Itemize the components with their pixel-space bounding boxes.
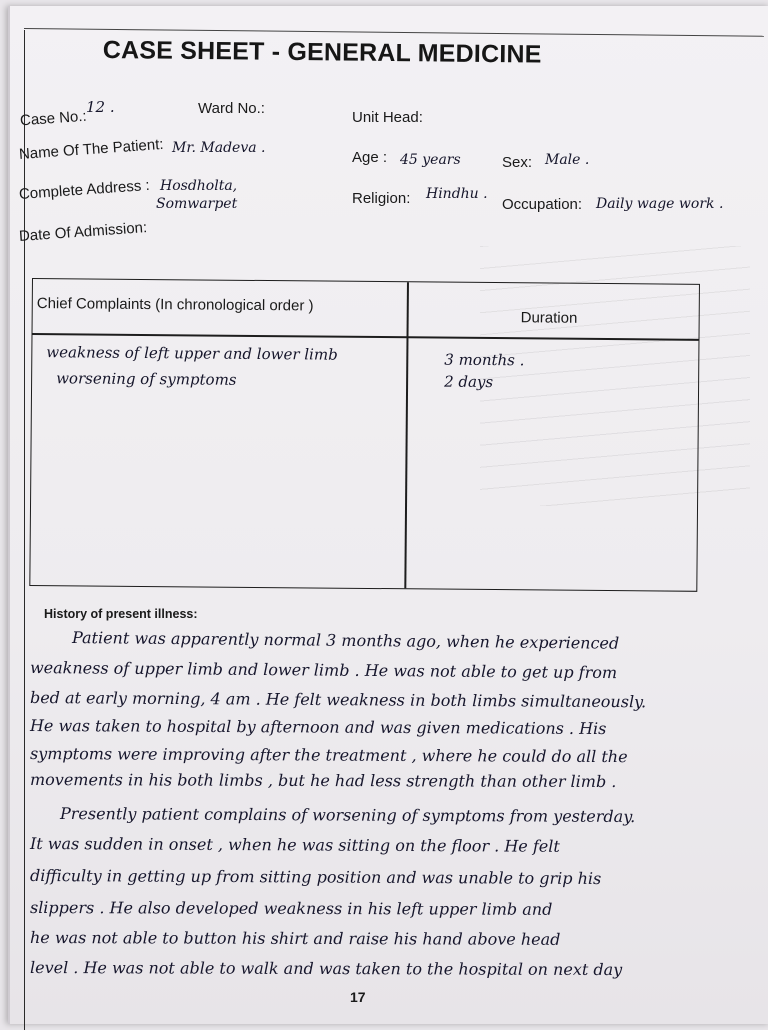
page-title: CASE SHEET - GENERAL MEDICINE	[102, 36, 542, 69]
occupation-label: Occupation:	[502, 196, 583, 213]
complaint-row-2: worsening of symptoms	[56, 369, 237, 389]
page-number: 17	[350, 989, 366, 1005]
ward-no-label: Ward No.:	[198, 100, 265, 117]
history-line-4: He was taken to hospital by afternoon and was given medications . His	[29, 716, 607, 739]
religion-value: Hindhu .	[426, 186, 488, 202]
address-line2: Somwarpet	[156, 196, 238, 212]
history-title: History of present illness:	[44, 607, 198, 621]
admission-label: Date Of Admission:	[18, 219, 148, 245]
complaints-header: Chief Complaints (In chronological order )	[36, 295, 314, 315]
religion-label: Religion:	[352, 190, 411, 207]
history-line-7: Presently patient complains of worsening of symptoms from yesterday.	[59, 804, 636, 827]
duration-header: Duration	[520, 309, 578, 327]
history-line-5: symptoms were improving after the treatment , where he could do all the	[29, 744, 628, 767]
history-line-8: It was sudden in onset , when he was sitting on the floor . He felt	[29, 834, 560, 856]
patient-name-label: Name Of The Patient:	[18, 135, 165, 163]
sex-label: Sex:	[502, 154, 533, 171]
history-line-10: slippers . He also developed weakness in his left upper limb and	[29, 898, 553, 919]
history-line-9: difficulty in getting up from sitting position and was unable to grip his	[29, 866, 602, 888]
sex-value: Male .	[545, 152, 590, 168]
history-line-2: weakness of upper limb and lower limb . He was not able to get up from	[29, 658, 618, 683]
case-sheet-page	[8, 6, 768, 1024]
complaint-row-1: weakness of left upper and lower limb	[46, 343, 338, 364]
case-no-label: Case No.:	[19, 107, 88, 130]
age-value: 45 years	[400, 152, 461, 168]
duration-row-2: 2 days	[444, 372, 494, 392]
age-label: Age :	[352, 149, 388, 166]
unit-head-label: Unit Head:	[352, 109, 423, 126]
occupation-value: Daily wage work .	[596, 196, 724, 212]
history-line-1: Patient was apparently normal 3 months ago, when he experienced	[71, 628, 620, 653]
table-header-divider	[33, 333, 699, 340]
history-line-11: he was not able to button his shirt and raise his hand above head	[29, 928, 561, 949]
table-column-divider	[404, 282, 408, 588]
chief-complaints-table	[29, 278, 700, 592]
margin-line	[24, 30, 25, 1030]
history-line-6: movements in his both limbs , but he had less strength than other limb .	[29, 770, 617, 792]
address-line1: Hosdholta,	[160, 178, 238, 194]
history-line-12: level . He was not able to walk and was taken to the hospital on next day	[29, 958, 623, 980]
history-line-3: bed at early morning, 4 am . He felt weakness in both limbs simultaneously.	[29, 688, 647, 712]
patient-name-value: Mr. Madeva .	[172, 140, 266, 156]
address-label: Complete Address :	[18, 176, 151, 203]
case-no-value: 12 .	[86, 98, 115, 116]
duration-row-1: 3 months .	[444, 350, 525, 370]
